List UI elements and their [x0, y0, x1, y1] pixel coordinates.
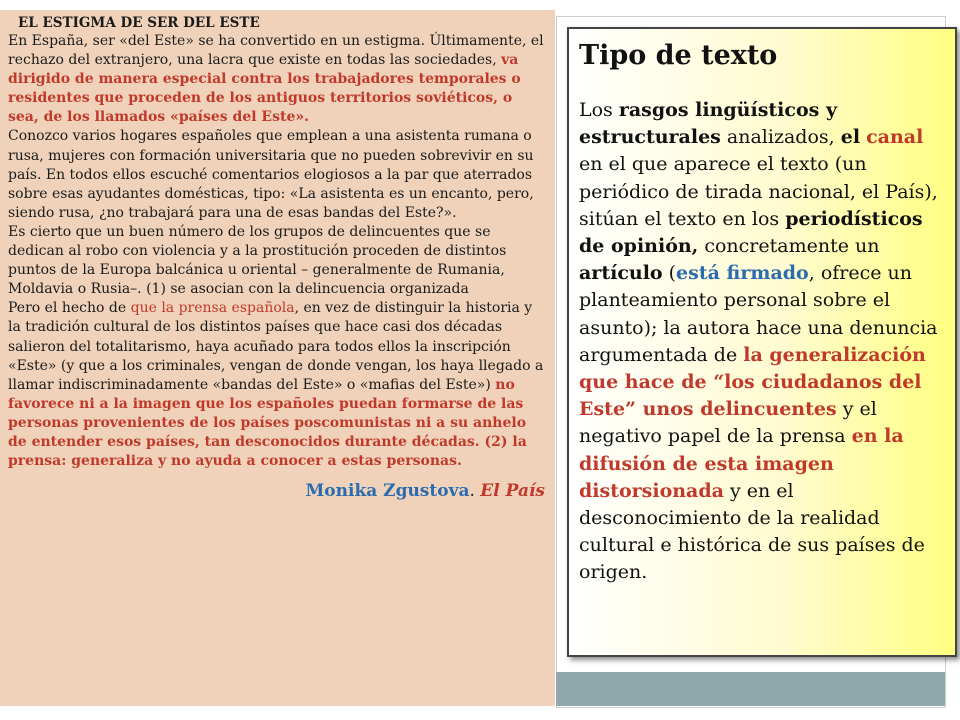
- tb-seg-6: en el que aparece el texto (un periódico de tirada nacional, el País), sitúan el texto en los: [579, 153, 938, 230]
- text-type-body: [579, 97, 945, 587]
- text-type-box: [567, 27, 957, 657]
- byline-separator: .: [469, 481, 481, 502]
- tb-seg-4: el: [840, 126, 861, 149]
- article-paragraph-2: Conozco varios hogares españoles que emplean a una asistenta rumana o rusa, mujeres con formación universitaria que no pueden sobrevivir en su país. En todos ellos escuché comentarios elogiosos a la par que aterrados sobre esas ayudantes domésticas, tipo: «La asistenta es un encanto, pero, siendo rusa, ¿no trabajará para una de esas bandas del Este?».: [8, 128, 534, 221]
- article-p1-highlight: va dirigido de manera especial contra los trabajadores temporales o residentes que proceden de los antiguos territorios soviéticos, o sea, de los llamados «países del Este».: [8, 52, 521, 126]
- tb-seg-8: concretamente un: [698, 235, 880, 258]
- byline-newspaper: El País: [480, 481, 545, 502]
- article-paragraph-4: [8, 299, 547, 471]
- article-byline: [8, 479, 547, 503]
- tb-seg-15: en la difusión de esta imagen distorsionada: [579, 425, 904, 502]
- article-p4-highlight-conclusion: no favorece ni a la imagen que los españoles puedan formarse de las personas provenientes de los países poscomunistas ni a su anhelo de entender esos países, tan desconocidos durante décadas. (2) la prensa: generaliza y no ayuda a conocer a estas personas.: [8, 376, 527, 470]
- tb-seg-13: la generalización que hace de “los ciudadanos del Este” unos delincuentes: [579, 343, 926, 421]
- tb-seg-11: está firmado: [676, 262, 809, 285]
- article-paragraph-1: [8, 32, 547, 127]
- article-panel: [0, 10, 555, 706]
- article-p1-text: En España, ser «del Este» se ha convertido en un estigma. Últimamente, el rechazo del extranjero, una lacra que existe en todas las sociedades,: [8, 33, 544, 69]
- article-p4-highlight-press: que la prensa española: [130, 300, 295, 317]
- slide-footer-bar: [556, 672, 945, 706]
- tb-seg-2: rasgos lingüísticos y estructurales: [579, 99, 837, 149]
- tb-seg-1: Los: [579, 99, 619, 121]
- text-type-title: Tipo de texto: [579, 40, 778, 71]
- tb-seg-10: (: [662, 262, 677, 285]
- tb-seg-7: periodísticos de opinión,: [579, 207, 923, 258]
- article-p4-text-c: , en vez de distinguir la historia y la tradición cultural de los distintos países que hace casi dos décadas salieron del totalitarismo, haya acuñado para todos ellos la inscripción «Este» (y que a los criminales, vengan de donde vengan, los haya llegado a llamar indiscriminadamente «bandas del Este» o «mafias del Este»): [8, 300, 544, 393]
- article-paragraph-3: Es cierto que un buen número de los grupos de delincuentes que se dedican al robo con violencia y a la prostitución proceden de distintos puntos de la Europa balcánica u oriental – generalmente de Rumania, Moldavia o Rusia–. (1) se asocian con la delincuencia organizada: [8, 223, 507, 298]
- tb-seg-16: y en el desconocimiento de la realidad cultural e histórica de sus países de origen.: [579, 479, 925, 584]
- tb-seg-5: canal: [866, 126, 924, 149]
- tb-seg-3: analizados,: [720, 126, 841, 149]
- article-p4-text-a: Pero el hecho de: [8, 300, 131, 317]
- byline-author: Monika Zgustova: [305, 481, 470, 502]
- tb-seg-12: , ofrece un planteamiento personal sobre el asunto); la autora hace una denuncia argumentada de: [579, 262, 938, 366]
- tb-seg-9: artículo: [579, 262, 663, 285]
- article-title: EL ESTIGMA DE SER DEL ESTE: [18, 15, 260, 31]
- tb-seg-14: y el negativo papel de la prensa: [579, 398, 877, 448]
